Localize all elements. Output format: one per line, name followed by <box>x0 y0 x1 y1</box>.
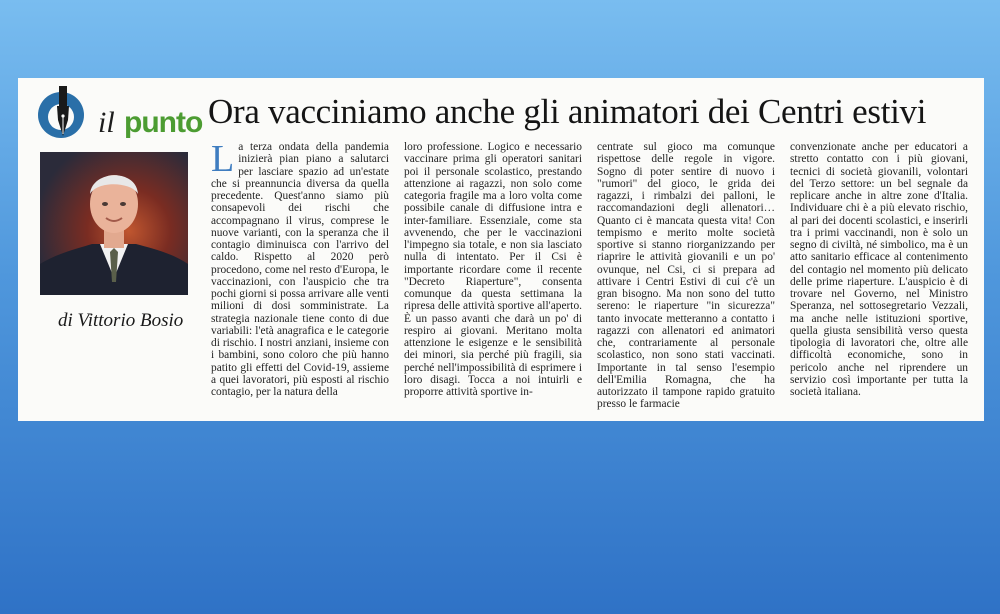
column-1-text: a terza ondata della pandemia inizierà pian piano a salutarci per lasciare spazio ad un'estate che si preannuncia diversa da quella precedente. Quest'anno siamo più consapevoli dei rischi che accompagnano il virus, comprese le nuove varianti, con la speranza che il contagio diminuisca con l'arrivo del caldo. Rispetto al 2020 però procedono, come nel resto d'Europa, le vaccinazioni, con l'auspicio che tra pochi giorni si possa arrivare alle venti milioni di dosi somministrate. La strategia nazionale tiene conto di due variabili: l'età anagrafica e le categorie di rischio. I nostri anziani, insieme con i bambini, sono coloro che più hanno patito gli effetti del Covid-19, assieme a quei lavoratori, più esposti al rischio contagio, per la natura della <box>211 141 389 398</box>
drop-cap: L <box>211 141 235 180</box>
article-column-1 <box>211 141 389 416</box>
article-clipping <box>18 78 984 421</box>
article-column-2: loro professione. Logico e necessario vaccinare prima gli operatori sanitari poi il personale scolastico, prestando attenzione ai ragazzi, non solo come categoria fragile ma a loro volta come possibile canale di diffusione intra e inter-familiare. Essenziale, come sta avvenendo, che per le vaccinazioni l'impegno sia totale, e non sia lasciato nulla di intentato. Per il Csi è importante ricordare come il recente "Decreto Riaperture", consenta comunque da questa settimana la ripresa delle attività sportive all'aperto. È un passo avanti che darà un po' di respiro ai giovani. Meritano molta attenzione le esigenze e le sensibilità dei minori, sia perché più fragili, sia perché nell'impossibilità di esprimere i loro disagi. Tocca a noi intuirli e proporre attività sportive in- <box>404 141 582 398</box>
article-column-4: convenzionate anche per educatori a stretto contatto con i più giovani, tecnici di società giovanili, volontari del Terzo settore: un bel segnale da replicare anche in altre zone d'Italia. Individuare chi è a più elevato rischio, al pari dei docenti scolastici, e inserirli tra i primi vaccinandi, non è solo un segno di civiltà, né simbolico, ma è un atto sanitario efficace al contenimento del contagio nel momento più delicato delle prime riaperture. L'auspicio è di trovare nel Governo, nel Ministro Speranza, nel sottosegretario Vezzali, ma anche nelle istituzioni sportive, quella giusta sensibilità verso questa tipologia di lavoratori che, oltre alle difficoltà economiche, sono in pericolo anche nel riprendere un servizio così importante per tutta la società italiana. <box>790 141 968 398</box>
author-photo <box>40 152 188 295</box>
logo-il-text: il <box>98 106 115 139</box>
il-punto-logo <box>38 86 203 146</box>
fountain-pen-nib-icon <box>56 86 70 138</box>
article-column-3: centrate sul gioco ma comunque rispettose delle regole in vigore. Sogno di poter sentire di nuovo i "rumori" del gioco, le grida dei ragazzi, i rimbalzi dei palloni, le raccomandazioni degli allenatori… Quanto ci è mancata questa vita! Con tempismo e merito molte società sportive si stanno riorganizzando per riaprire le attività giovanili e un po' ovunque, nel Csi, ci si prepara ad attivare i Centri Estivi di cui c'è un gran bisogno. Ma non sono del tutto sereno: le riaperture "in sicurezza" tanto invocate metteranno a contatto i ragazzi con allenatori ed animatori che, contrariamente al personale scolastico, non sono stati vaccinati. Importante in tal senso l'esempio dell'Emilia Romagna, che ha autorizzato il tampone rapido gratuito presso le farmacie <box>597 141 775 411</box>
logo-punto-text: punto <box>124 106 203 139</box>
byline: di Vittorio Bosio <box>58 310 184 331</box>
headline: Ora vacciniamo anche gli animatori dei Centri estivi <box>208 92 927 131</box>
